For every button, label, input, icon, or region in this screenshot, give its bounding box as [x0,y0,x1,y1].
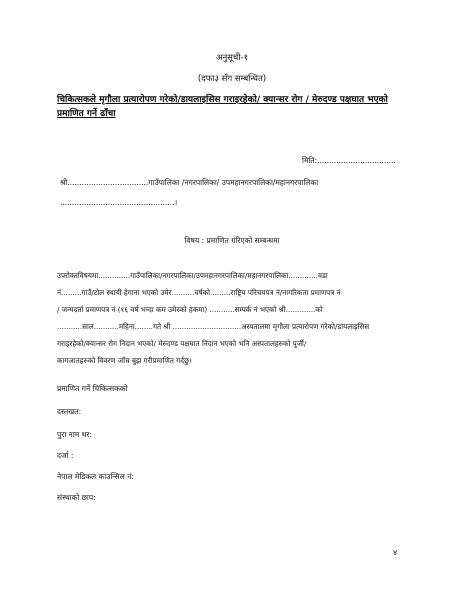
schedule-heading: अनुसूची-१ [215,53,249,63]
date-line: मिति:................................. [302,156,396,165]
body-line: कागजातहरुको विवरण जाँच बुझ गरीप्रमाणित गर्दछु। [57,356,192,365]
document-title-text: चिकित्सकले मृगौला प्रत्यारोपण गरेको/डायलाइसिस गराइरहेको/ क्यान्सर रोग / मेरुदण्ड पक्षघात भएको प्रमाणित गर्ने ढाँचा [57,95,388,119]
full-name-field: पुरा नाम थर: [57,430,93,439]
medical-council-number-field: नेपाल मेडिकल काउन्सिल नं: [57,472,134,481]
body-line: ...........साल...........महिना........गते श्री ..............................अस्पतालमा मृगौला प्रत्यारोपण गरेको/डायलाइसिस [57,322,370,331]
signature-field: दस्तखत: [57,407,82,416]
page-number: ४ [393,548,398,557]
document-title [57,93,407,121]
address-line-2: ................................................। [60,198,178,207]
section-reference: (दफा३ सँग सम्बन्धित) [197,74,267,84]
subject-line: विषय : प्रमाणित गरिएको सम्बन्धमा [184,236,280,245]
institution-stamp-field: संस्थाको छाप: [57,493,96,502]
certifying-doctor-heading: प्रमाणित गर्ने चिकित्सकको [57,384,128,393]
designation-field: दर्जा : [57,451,74,460]
body-line: उपरोक्तविषयमा..............गाउँपालिका/नगरपालिका/उपमहानगरपालिका/महानगरपालिका.............वडा [57,271,328,280]
body-line: नं.........गाउँ/टोल स्थायी हेगाना भएको उमेर..........वर्षको.........राष्ट्रिय परिचयपत्र नं/नागरिकता प्रमाणपत्र नं [57,288,341,297]
body-line: गराइरहेको/क्यान्सर रोग निदान भएको/ मेरुदण्ड पक्षघात निदान भएको भनि अस्पतालहरुको पुर्जी/ [57,339,307,348]
body-line: / जन्मदर्ता प्रमाणपत्र नं (१६ वर्ष भन्दा कम उमेरको हकमा) ...........सम्पर्क नं भएको श्री.............को [57,305,323,314]
address-line-1: श्री..................................गाउँपालिका /नगरपालिका/ उपमहानगरपालिका/महानगरपालिका [60,178,319,187]
